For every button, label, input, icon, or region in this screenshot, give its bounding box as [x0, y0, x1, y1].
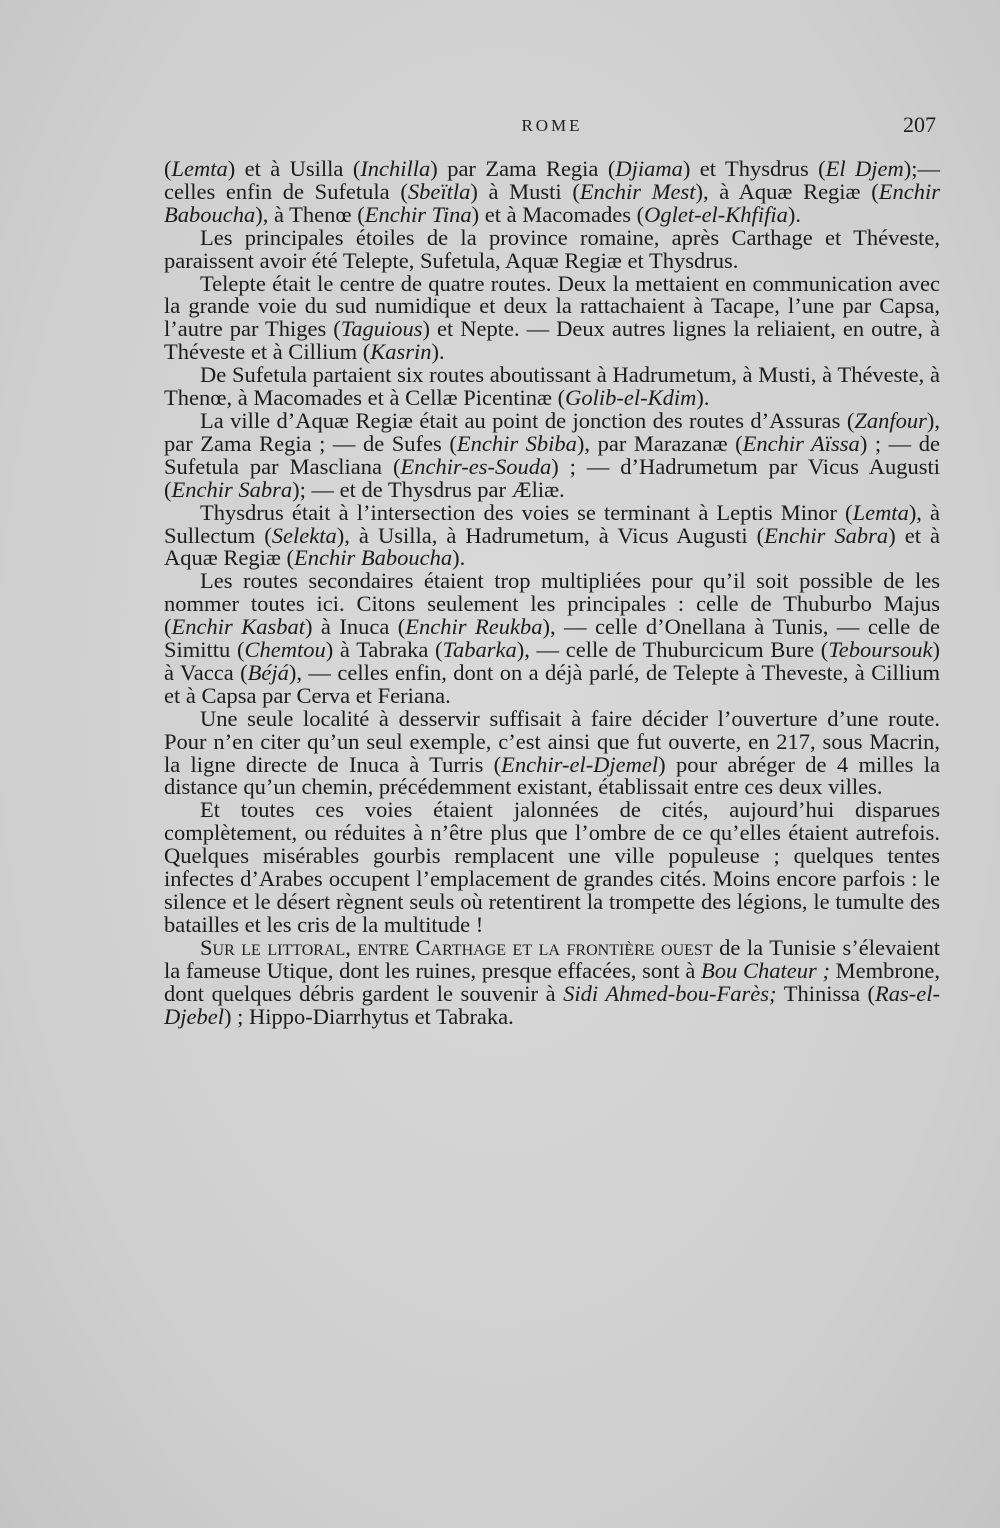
- text-run: ), à Usilla, à Hadrumetum, à Vicus Augusti (: [336, 522, 765, 548]
- text-run: ) et Nepte. — Deux autres lignes la reliaient, en outre, à Théveste et à Cillium (: [164, 316, 940, 365]
- text-run: ), à Sullectum (: [164, 499, 941, 548]
- italic-text: Enchir Reukba: [405, 614, 543, 640]
- text-run: );— celles enfin de Sufetula (: [164, 156, 940, 204]
- text-run: La ville d’Aquæ Regiæ était au point de jonction des routes d’Assuras (: [200, 407, 855, 433]
- paragraph: [164, 224, 940, 273]
- italic-text: Tabarka: [442, 637, 517, 663]
- italic-text: Enchir Kasbat: [171, 614, 305, 640]
- text-run: ) et à Usilla (: [227, 156, 361, 181]
- text-run: ) ; — d’Hadrumetum par Vicus Augusti (: [164, 453, 941, 502]
- text-run: Une seule localité à desservir suffisait à faire décider l’ouverture d’une route. Pour n’en citer qu’un seul exemple, c’est ainsi que fut ouverte, en 217, sous Macrin, la ligne directe de Inuca à Turris (: [164, 705, 940, 777]
- text-run: ), à Thenœ (: [255, 201, 365, 227]
- paragraph: [164, 705, 940, 800]
- text-run: ) ; Hippo-Diarrhytus et Tabraka.: [223, 1003, 514, 1029]
- text-run: Thinissa (: [776, 980, 876, 1006]
- text-run: ).: [452, 545, 466, 571]
- paragraph: [164, 270, 940, 365]
- italic-text: Teboursouk: [828, 637, 933, 663]
- italic-text: Enchir-el-Djemel: [501, 751, 659, 777]
- small-caps-text: Sur le littoral, entre Carthage et la frontière ouest: [200, 934, 713, 960]
- text-run: ) et à Macomades (: [471, 201, 645, 227]
- text-run: ) pour abréger de 4 milles la distance qu’un chemin, précédemment existant, établissait entre ces deux villes.: [164, 751, 940, 800]
- italic-text: Enchir Tina: [364, 201, 472, 227]
- text-run: ), — celle d’Onellana à Tunis, — celle de Simittu (: [164, 614, 940, 663]
- text-run: ), par Zama Regia ; — de Sufes (: [164, 407, 940, 456]
- italic-text: Bou Chateur ;: [701, 957, 830, 983]
- text-run: ), — celles enfin, dont on a déjà parlé, de Telepte à Theveste, à Cillium et à Capsa par Cerva et Feriana.: [164, 659, 940, 708]
- text-run: (: [164, 156, 172, 181]
- italic-text: Sidi Ahmed-bou-Farès;: [563, 980, 777, 1006]
- italic-text: Enchir-es-Souda: [400, 453, 552, 479]
- italic-text: Enchir Sbiba: [456, 430, 577, 456]
- body-text: [164, 158, 940, 1028]
- text-run: ).: [431, 339, 445, 365]
- text-run: ); — et de Thysdrus par Æliæ.: [292, 476, 565, 502]
- text-run: Thysdrus était à l’intersection des voies se terminant à Leptis Minor (: [200, 499, 853, 525]
- italic-text: Enchir Mest: [579, 178, 696, 204]
- running-title: ROME: [521, 116, 583, 135]
- text-run: ) et Thysdrus (: [682, 156, 826, 181]
- text-run: ), — celle de Thuburcicum Bure (: [516, 637, 829, 663]
- paragraph: [164, 799, 940, 936]
- text-run: ) à Vacca (: [164, 637, 940, 685]
- text-run: ) par Zama Regia (: [430, 156, 616, 181]
- italic-text: Zanfour: [854, 407, 927, 433]
- italic-text: Enchir Sabra: [764, 522, 889, 548]
- page-number: 207: [903, 112, 936, 137]
- italic-text: Oglet-el-Khfifia: [644, 201, 788, 227]
- text-run: de la Tunisie s’élevaient la fameuse Utique, dont les ruines, presque effacées, sont à: [164, 934, 940, 983]
- italic-text: Golib-el-Kdim: [565, 385, 697, 411]
- italic-text: Djiama: [615, 156, 683, 181]
- italic-text: Lemta: [171, 156, 228, 181]
- text-run: De Sufetula partaient six routes aboutissant à Hadrumetum, à Musti, à Théveste, à Thenœ, à Macomades et à Cellæ Picentinæ (: [164, 362, 940, 411]
- text-run: ) ; — de Sufetula par Masclianа (: [164, 430, 940, 479]
- italic-text: Kasrin: [370, 339, 432, 365]
- text-run: ).: [787, 201, 801, 227]
- italic-text: Ras-el-Djebel: [164, 980, 940, 1029]
- paragraph: [164, 158, 940, 227]
- text-run: ) à Musti (: [470, 178, 580, 204]
- text-run: ), par Marazanæ (: [576, 430, 743, 456]
- paragraph: [164, 364, 940, 410]
- text-run: Les principales étoiles de la province romaine, après Carthage et Théveste, paraissent avoir été Telepte, Sufetula, Aquæ Regiæ et Thysdrus.: [164, 224, 940, 273]
- italic-text: Enchir Aïssa: [742, 430, 860, 456]
- text-run: Membrone, dont quelques débris gardent le souvenir à: [164, 957, 940, 1006]
- text-run: ), à Aquæ Regiæ (: [695, 178, 879, 204]
- italic-text: Selekta: [271, 522, 337, 548]
- italic-text: Béjá: [247, 659, 289, 685]
- italic-text: Sbeïtla: [407, 178, 471, 204]
- italic-text: Inchilla: [360, 156, 431, 181]
- italic-text: El Djem: [825, 156, 904, 181]
- italic-text: Taguious: [340, 316, 423, 342]
- paragraph: [164, 934, 940, 1029]
- page-header: [164, 112, 940, 146]
- italic-text: Enchir Sabra: [171, 476, 293, 502]
- italic-text: Lemta: [852, 499, 909, 525]
- text-run: ) et à Aquæ Regiæ (: [164, 522, 940, 571]
- paragraph: [164, 499, 941, 571]
- paragraph: [164, 570, 940, 707]
- text-run: ) à Tabraka (: [325, 637, 443, 663]
- text-run: Telepte était le centre de quatre routes. Deux la mettaient en communication avec la grande voie du sud numidique et deux la rattachaient à Tacape, l’une par Capsa, l’autre par Thiges (: [164, 270, 940, 342]
- text-run: Et toutes ces voies étaient jalonnées de cités, aujourd’hui disparues complètement, ou réduites à n’être plus que l’ombre de ce qu’elles étaient autrefois. Quelques misérables gourbis remplacent une ville populeuse ; quelques tentes infectes d’Arabes occupent l’emplacement de grandes cités. Moins encore parfois : le silence et le désert règnent seuls où retentirent la trompette des légions, le tumulte des batailles et les cris de la multitude !: [164, 797, 940, 937]
- italic-text: Enchir Baboucha: [164, 178, 940, 227]
- italic-text: Chemtou: [244, 637, 326, 663]
- text-run: ) à Inuca (: [304, 614, 406, 640]
- text-run: Les routes secondaires étaient trop multipliées pour qu’il soit possible de les nommer toutes ici. Citons seulement les principales : celle de Thuburbo Majus (: [164, 568, 940, 640]
- italic-text: Enchir Baboucha: [294, 545, 453, 571]
- text-run: ).: [696, 385, 710, 411]
- paragraph: [164, 407, 941, 502]
